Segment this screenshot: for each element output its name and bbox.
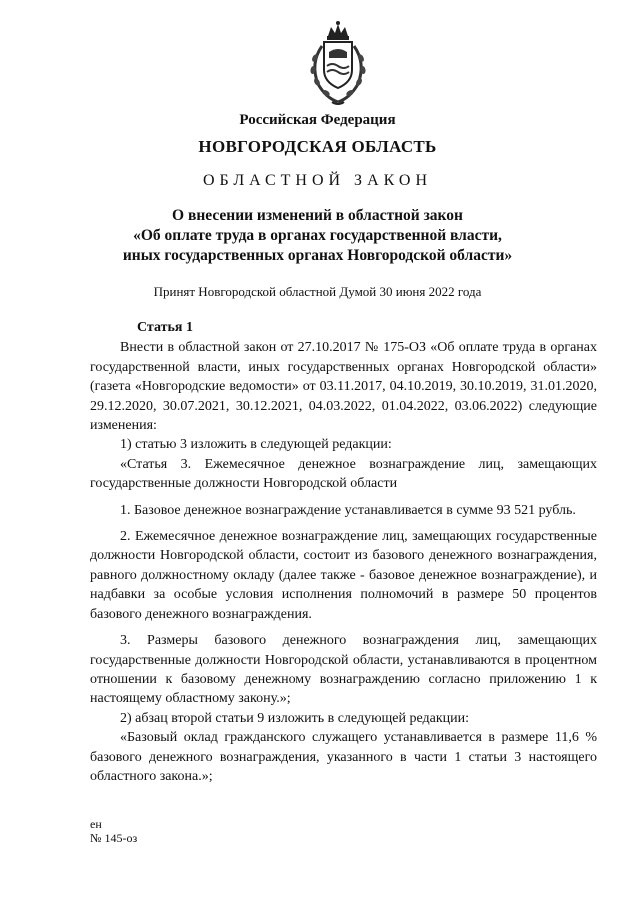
law-title-line: «Об оплате труда в органах государственной власти, bbox=[133, 227, 502, 244]
law-title-line: иных государственных органах Новгородской области» bbox=[122, 247, 513, 264]
document-footer bbox=[90, 817, 137, 845]
article-heading: Статья 1 bbox=[137, 320, 193, 335]
body-paragraph: 3. Размеры базового денежного вознаграждения лиц, замещающих государственные должности Новгородской области, устанавливаются в процентном отношении к базовому денежному вознаграждению согласно приложению 1 к настоящему областному закону.»; bbox=[90, 633, 597, 707]
law-type: ОБЛАСТНОЙ ЗАКОН bbox=[202, 172, 432, 189]
body-paragraph: 2. Ежемесячное денежное вознаграждение лиц, замещающих государственные должности Новгородской области, состоит из базового денежного вознаграждения, равного должностному окладу (далее также - базовое денежное вознаграждение), и надбавки за особые условия исполнения полномочий в размере 50 процентов базового денежного вознаграждения. bbox=[90, 529, 597, 622]
novgorod-coat-of-arms-emblem bbox=[298, 18, 378, 108]
law-title-line: О внесении изменений в областной закон bbox=[172, 207, 463, 224]
adoption-note: Принят Новгородской областной Думой 30 июня 2022 года bbox=[153, 284, 482, 299]
country-name: Российская Федерация bbox=[239, 112, 396, 128]
region-name: НОВГОРОДСКАЯ ОБЛАСТЬ bbox=[198, 137, 437, 156]
executor-initials: ен bbox=[90, 817, 102, 831]
law-body bbox=[90, 318, 597, 786]
body-paragraph: Внести в областной закон от 27.10.2017 № 175-ОЗ «Об оплате труда в органах государственной власти, иных государственных органах Новгородской области» (газета «Новгородские ведомости» от 03.11.2017, 04.10.2019, 30.10.2019, 31.01.2020, 29.12.2020, 30.07.2021, 30.12.2021, 04.03.2022, 01.04.2022, 03.06.2022) следующие изменения: bbox=[90, 340, 597, 434]
body-paragraph: 2) абзац второй статьи 9 изложить в следующей редакции: bbox=[120, 710, 470, 726]
body-paragraph: 1) статью 3 изложить в следующей редакции: bbox=[120, 437, 392, 453]
body-paragraph: 1. Базовое денежное вознаграждение устанавливается в сумме 93 521 рубль. bbox=[120, 502, 576, 518]
law-title bbox=[0, 206, 635, 266]
body-paragraph: «Статья 3. Ежемесячное денежное вознаграждение лиц, замещающих государственные должности Новгородской области bbox=[90, 456, 597, 492]
body-paragraph: «Базовый оклад гражданского служащего устанавливается в размере 11,6 % базового денежного вознаграждения, указанного в части 1 статьи 3 настоящего областного закона.»; bbox=[90, 730, 597, 784]
document-number: № 145-оз bbox=[90, 831, 138, 845]
